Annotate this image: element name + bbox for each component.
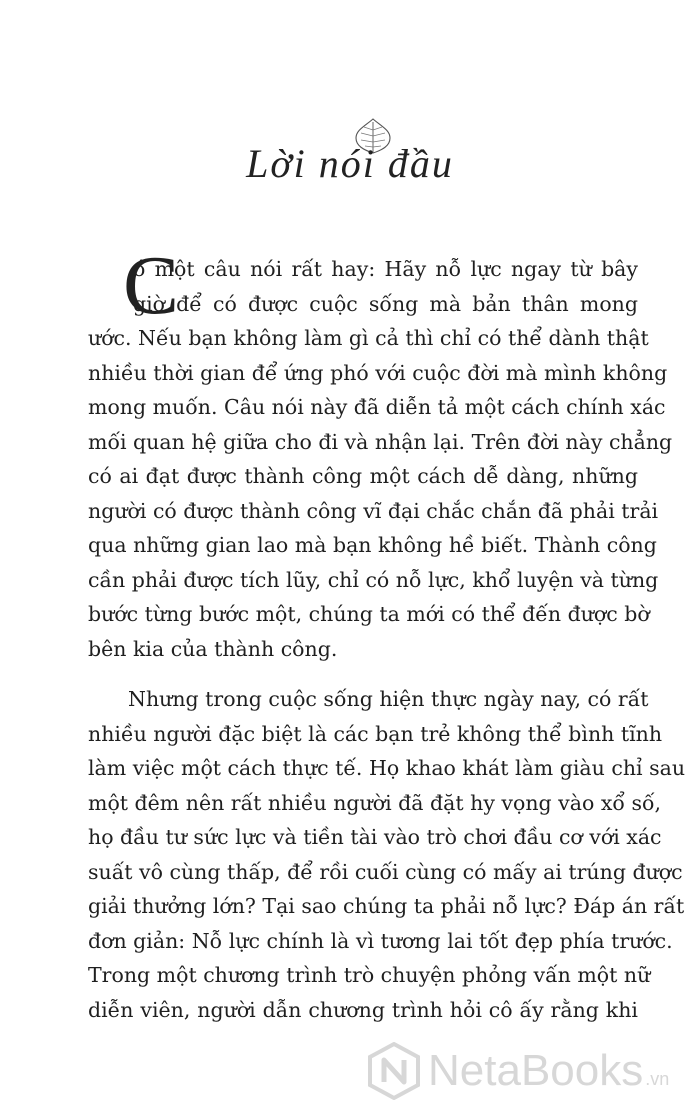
text-line: Nhưng trong cuộc sống hiện thực ngày nay, có rất: [128, 687, 649, 711]
paragraph-1: [88, 239, 673, 666]
text-line: người có được thành công vĩ đại chắc chắn đã phải trải: [88, 498, 659, 523]
text-line: Trong một chương trình trò chuyện phỏng vấn một nữ: [88, 963, 651, 987]
text-line: nhiều người đặc biệt là các bạn trẻ không thể bình tĩnh: [88, 721, 663, 746]
text-line: giờ để có được cuộc sống mà bản thân mong: [133, 291, 638, 316]
text-line: mối quan hệ giữa cho đi và nhận lại. Trên đời này chẳng: [88, 429, 673, 454]
page-body: [88, 239, 686, 1027]
text-line: qua những gian lao mà bạn không hề biết. Thành công: [88, 533, 657, 557]
watermark-suffix: .vn: [645, 1068, 670, 1089]
text-line: ó một câu nói rất hay: Hãy nỗ lực ngay từ bây: [133, 257, 638, 281]
watermark: [368, 1040, 688, 1102]
text-line: họ đầu tư sức lực và tiền tài vào trò chơi đầu cơ với xác: [88, 825, 662, 849]
drop-cap: C: [123, 239, 180, 332]
text-line: suất vô cùng thấp, để rồi cuối cùng có mấy ai trúng được: [88, 859, 683, 884]
text-line: diễn viên, người dẫn chương trình hỏi cô ấy rằng khi: [88, 997, 638, 1022]
paragraph-2: [88, 682, 686, 1027]
text-line: mong muốn. Câu nói này đã diễn tả một cách chính xác: [88, 395, 666, 419]
text-line: làm việc một cách thực tế. Họ khao khát làm giàu chỉ sau: [88, 756, 686, 780]
chapter-title: Lời nói đầu: [246, 141, 454, 186]
text-line: có ai đạt được thành công một cách dễ dàng, những: [88, 464, 638, 488]
text-line: bên kia của thành công.: [88, 636, 338, 661]
text-line: ước. Nếu bạn không làm gì cả thì chỉ có thể dành thật: [88, 326, 649, 350]
netabooks-logo-icon: [368, 1042, 420, 1100]
text-line: bước từng bước một, chúng ta mới có thể đến được bờ: [88, 602, 650, 626]
text-line: nhiều thời gian để ứng phó với cuộc đời mà mình không: [88, 360, 668, 385]
text-line: cần phải được tích lũy, chỉ có nỗ lực, khổ luyện và từng: [88, 567, 659, 592]
watermark-brand: NetaBooks: [428, 1046, 644, 1095]
text-line: giải thưởng lớn? Tại sao chúng ta phải nỗ lực? Đáp án rất: [88, 894, 685, 918]
text-line: đơn giản: Nỗ lực chính là vì tương lai tốt đẹp phía trước.: [88, 928, 673, 953]
text-line: một đêm nên rất nhiều người đã đặt hy vọng vào xổ số,: [88, 790, 662, 815]
